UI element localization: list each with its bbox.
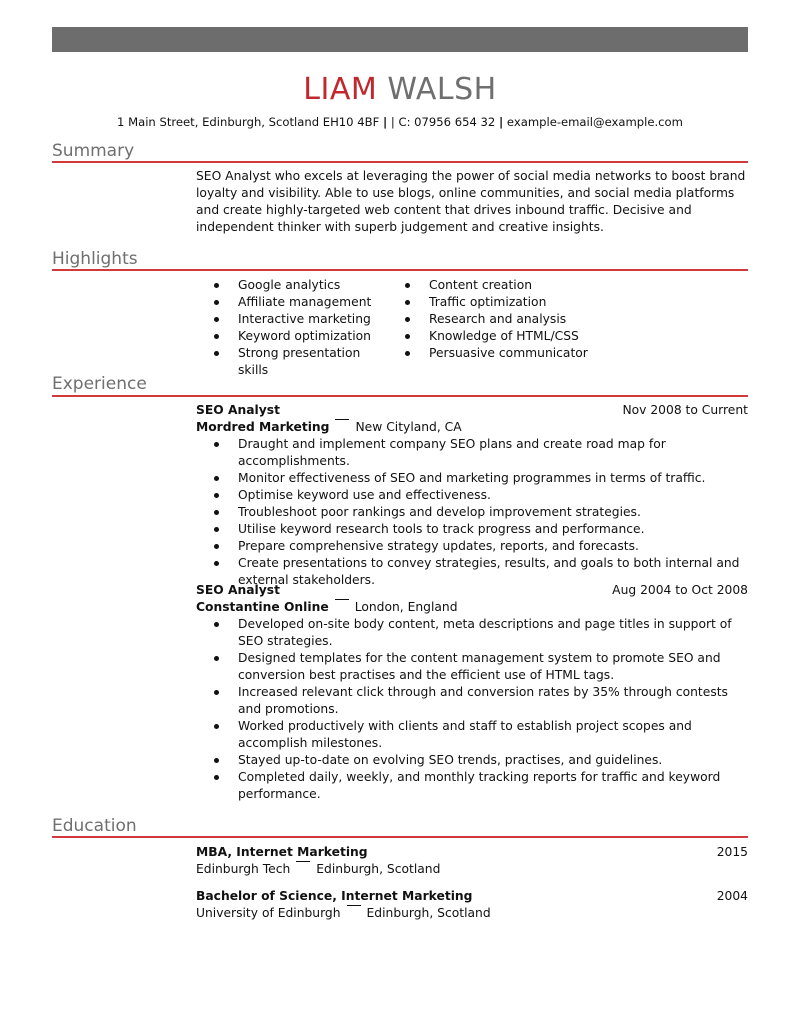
bullet-icon xyxy=(405,300,410,305)
dash-separator xyxy=(335,419,349,420)
bullet-icon xyxy=(405,283,410,288)
job-location: New Cityland, CA xyxy=(355,420,462,434)
list-item: Monitor effectiveness of SEO and marketing programmes in terms of traffic. xyxy=(196,470,748,487)
list-item: Developed on-site body content, meta descriptions and page titles in support of SEO strategies. xyxy=(196,616,748,650)
bullet-icon xyxy=(214,283,219,288)
highlights-right-list xyxy=(387,277,637,362)
bullet-icon xyxy=(214,510,219,515)
bullet-icon xyxy=(405,317,410,322)
list-item: Designed templates for the content management system to promote SEO and conversion best practises and the efficient use of HTML tags. xyxy=(196,650,748,684)
header-bar xyxy=(52,27,748,52)
job-dates: Aug 2004 to Oct 2008 xyxy=(612,583,748,597)
phone: C: 07956 654 32 xyxy=(398,115,496,129)
bullet-icon xyxy=(214,317,219,322)
job-entry xyxy=(196,582,748,803)
bullet-icon xyxy=(214,300,219,305)
separator: | xyxy=(382,115,388,129)
email: example-email@example.com xyxy=(506,115,683,129)
list-item: Google analytics xyxy=(196,277,386,294)
separator: | xyxy=(498,115,504,129)
job-duties-list xyxy=(196,616,748,803)
list-item: Affiliate management xyxy=(196,294,386,311)
job-role: SEO Analyst xyxy=(196,583,280,597)
job-location: London, England xyxy=(354,600,458,614)
degree: MBA, Internet Marketing xyxy=(196,845,368,859)
job-role: SEO Analyst xyxy=(196,403,280,417)
section-title-education: Education xyxy=(52,816,137,836)
list-item: Increased relevant click through and conversion rates by 35% through contests and promotions. xyxy=(196,684,748,718)
list-item: Completed daily, weekly, and monthly tracking reports for traffic and keyword performance. xyxy=(196,769,748,803)
bullet-icon xyxy=(214,656,219,661)
bullet-icon xyxy=(214,775,219,780)
bullet-icon xyxy=(214,544,219,549)
job-duties-list xyxy=(196,436,748,589)
candidate-name xyxy=(0,70,800,110)
list-item: Knowledge of HTML/CSS xyxy=(387,328,637,345)
section-title-summary: Summary xyxy=(52,141,135,161)
list-item: Interactive marketing xyxy=(196,311,386,328)
list-item: Draught and implement company SEO plans and create road map for accomplishments. xyxy=(196,436,748,470)
contact-line xyxy=(0,114,800,130)
section-divider xyxy=(52,161,748,163)
section-title-highlights: Highlights xyxy=(52,249,138,269)
section-divider xyxy=(52,836,748,838)
list-item: Stayed up-to-date on evolving SEO trends, practises, and guidelines. xyxy=(196,752,748,769)
separator: | xyxy=(390,115,395,129)
job-dates: Nov 2008 to Current xyxy=(622,403,748,417)
bullet-icon xyxy=(214,334,219,339)
bullet-icon xyxy=(214,351,219,356)
dash-separator xyxy=(335,599,349,600)
list-item: Utilise keyword research tools to track progress and performance. xyxy=(196,521,748,538)
bullet-icon xyxy=(214,690,219,695)
list-item: Traffic optimization xyxy=(387,294,637,311)
summary-text: SEO Analyst who excels at leveraging the power of social media networks to boost brand loyalty and visibility. Able to use blogs, online communities, and social media platforms and create highly-targeted web content that drives inbound traffic. Decisive and independent thinker with superb judgement and creative insights. xyxy=(196,169,746,234)
school-name: Edinburgh Tech xyxy=(196,862,291,876)
address: 1 Main Street, Edinburgh, Scotland EH10 4BF xyxy=(117,115,380,129)
bullet-icon xyxy=(214,493,219,498)
bullet-icon xyxy=(214,561,219,566)
company-name: Constantine Online xyxy=(196,600,329,614)
bullet-icon xyxy=(214,527,219,532)
highlights-left-list xyxy=(196,277,386,379)
school-location: Edinburgh, Scotland xyxy=(316,862,441,876)
bullet-icon xyxy=(214,442,219,447)
list-item: Persuasive communicator xyxy=(387,345,637,362)
school-location: Edinburgh, Scotland xyxy=(366,906,491,920)
dash-separator xyxy=(347,905,361,906)
list-item: Create presentations to convey strategies, results, and goals to both internal and external stakeholders. xyxy=(196,555,748,589)
last-name: WALSH xyxy=(387,72,497,107)
list-item: Research and analysis xyxy=(387,311,637,328)
bullet-icon xyxy=(214,476,219,481)
graduation-year: 2004 xyxy=(716,889,748,903)
list-item: Content creation xyxy=(387,277,637,294)
graduation-year: 2015 xyxy=(716,845,748,859)
education-entry xyxy=(196,888,748,922)
section-divider xyxy=(52,269,748,271)
list-item: Optimise keyword use and effectiveness. xyxy=(196,487,748,504)
section-title-experience: Experience xyxy=(52,374,147,394)
list-item: Worked productively with clients and staff to establish project scopes and accomplish milestones. xyxy=(196,718,748,752)
section-divider xyxy=(52,395,748,397)
first-name: LIAM xyxy=(303,72,378,107)
bullet-icon xyxy=(214,724,219,729)
degree: Bachelor of Science, Internet Marketing xyxy=(196,889,473,903)
list-item: Keyword optimization xyxy=(196,328,386,345)
dash-separator xyxy=(296,861,310,862)
company-name: Mordred Marketing xyxy=(196,420,330,434)
list-item: Troubleshoot poor rankings and develop improvement strategies. xyxy=(196,504,748,521)
bullet-icon xyxy=(214,758,219,763)
bullet-icon xyxy=(214,622,219,627)
bullet-icon xyxy=(405,351,410,356)
job-entry xyxy=(196,402,748,589)
bullet-icon xyxy=(405,334,410,339)
school-name: University of Edinburgh xyxy=(196,906,341,920)
list-item: Strong presentation skills xyxy=(196,345,386,379)
education-entry xyxy=(196,844,748,878)
list-item: Prepare comprehensive strategy updates, reports, and forecasts. xyxy=(196,538,748,555)
